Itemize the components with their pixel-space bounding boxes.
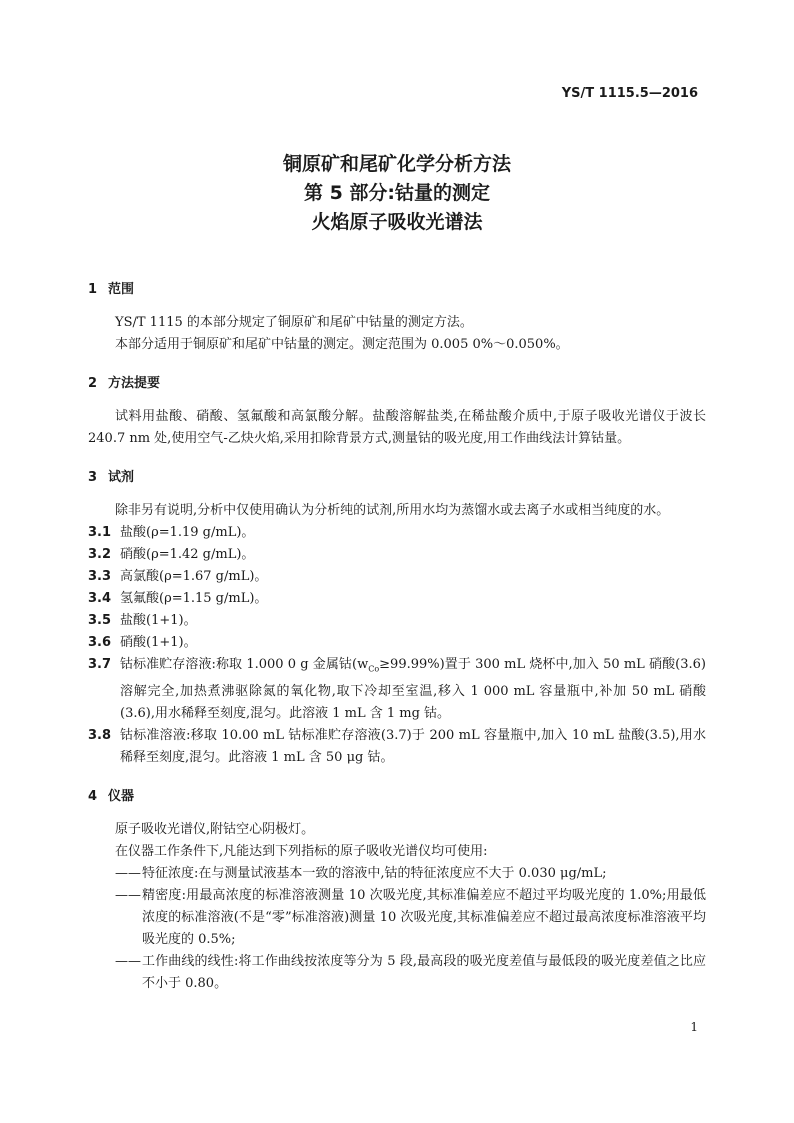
dash-mark: —— xyxy=(115,865,141,881)
list-item xyxy=(88,588,706,610)
item-text: 硝酸(ρ=1.42 g/mL)。 xyxy=(120,547,255,562)
section-number: 1 xyxy=(88,282,98,297)
paragraph: 原子吸收光谱仪,附钴空心阴极灯。 xyxy=(115,821,315,837)
paragraph: 除非另有说明,分析中仅使用确认为分析纯的试剂,所用水均为蒸馏水或去离子水或相当纯度的水。 xyxy=(115,503,670,518)
subscript: Co xyxy=(368,664,380,674)
section-title: 仪器 xyxy=(108,788,135,804)
section-heading-principle xyxy=(88,374,706,394)
section-heading-scope xyxy=(88,280,706,300)
section-number: 4 xyxy=(88,788,98,804)
item-number: 3.5 xyxy=(88,613,112,628)
section-title: 方法提要 xyxy=(108,376,161,391)
standard-code: YS/T 1115.5—2016 xyxy=(561,86,698,101)
item-number: 3.1 xyxy=(88,525,112,540)
dash-text: 工作曲线的线性:将工作曲线按浓度等分为 5 段,最高段的吸光度差值与最低段的吸光度差值之比应不小于 0.80。 xyxy=(142,953,706,991)
title-line-2: 第 5 部分:钴量的测定 xyxy=(303,182,491,204)
section-number: 2 xyxy=(88,376,98,391)
item-number: 3.3 xyxy=(88,569,112,584)
list-item xyxy=(88,610,706,632)
list-item xyxy=(88,566,706,588)
dash-text: 特征浓度:在与测量试液基本一致的溶液中,钴的特征浓度应不大于 0.030 μg/mL; xyxy=(142,865,607,881)
paragraph: 试料用盐酸、硝酸、氢氟酸和高氯酸分解。盐酸溶解盐类,在稀盐酸介质中,于原子吸收光谱仪于波长 240.7 nm 处,使用空气-乙炔火焰,采用扣除背景方式,测量钴的吸光度,用工作曲线法计算钴量。 xyxy=(88,409,706,446)
item-text: 盐酸(ρ=1.19 g/mL)。 xyxy=(120,525,255,540)
item-text: 氢氟酸(ρ=1.15 g/mL)。 xyxy=(120,591,268,606)
item-text: 钴标准贮存溶液:称取 1.000 0 g 金属钴$(w_{Co}\ge 99.99\%)$置于 300 mL 烧杯中,加入 50 mL 硝酸(3.6)溶解完全,加热煮沸驱除氮的氧化物,取下冷却至室温,移入 1 000 mL 容量瓶中,补加 50 mL 硝酸(3.6),用水稀释至刻度,混匀。此溶液 1 mL 含 1 mg 钴。 xyxy=(120,657,706,721)
item-text: 钴标准溶液:移取 10.00 mL 钴标准贮存溶液(3.7)于 200 mL 容量瓶中,加入 10 mL 盐酸(3.5),用水稀释至刻度,混匀。此溶液 1 mL 含 50 μg 钴。 xyxy=(120,727,706,765)
title-line-3: 火焰原子吸收光谱法 xyxy=(311,211,483,233)
section-heading-reagents xyxy=(88,468,706,488)
list-item xyxy=(88,725,706,769)
dash-mark: —— xyxy=(115,953,141,969)
title-line-1: 铜原矿和尾矿化学分析方法 xyxy=(282,153,511,175)
item-number: 3.2 xyxy=(88,547,112,562)
item-number: 3.7 xyxy=(88,657,112,672)
section-title: 范围 xyxy=(108,282,135,297)
item-text: 高氯酸(ρ=1.67 g/mL)。 xyxy=(120,569,268,584)
list-item xyxy=(88,544,706,566)
section-number: 3 xyxy=(88,470,98,485)
document-body xyxy=(88,280,706,995)
item-number: 3.6 xyxy=(88,635,112,650)
dash-item xyxy=(88,951,706,995)
dash-item xyxy=(88,885,706,951)
paragraph: 在仪器工作条件下,凡能达到下列指标的原子吸收光谱仪均可使用: xyxy=(115,843,488,859)
list-item xyxy=(88,632,706,654)
section-heading-apparatus xyxy=(88,787,706,807)
dash-item xyxy=(88,863,706,885)
dash-text: 精密度:用最高浓度的标准溶液测量 10 次吸光度,其标准偏差应不超过平均吸光度的 1.0%;用最低浓度的标准溶液(不是“零”标准溶液)测量 10 次吸光度,其标准偏差应不超过最高浓度标准溶液平均吸光度的 0.5%; xyxy=(142,887,706,947)
item-number: 3.8 xyxy=(88,727,112,743)
list-item xyxy=(88,522,706,544)
item-text: 硝酸(1+1)。 xyxy=(120,635,197,650)
paragraph: YS/T 1115 的本部分规定了铜原矿和尾矿中钴量的测定方法。 xyxy=(115,315,473,330)
item-text: 盐酸(1+1)。 xyxy=(120,613,197,628)
document-title xyxy=(0,150,794,237)
paragraph: 本部分适用于铜原矿和尾矿中钴量的测定。测定范围为 0.005 0%～0.050%。 xyxy=(115,337,569,352)
dash-mark: —— xyxy=(115,887,141,903)
section-title: 试剂 xyxy=(108,470,135,485)
page-number: 1 xyxy=(690,1020,698,1034)
list-item xyxy=(88,654,706,725)
item-number: 3.4 xyxy=(88,591,112,606)
